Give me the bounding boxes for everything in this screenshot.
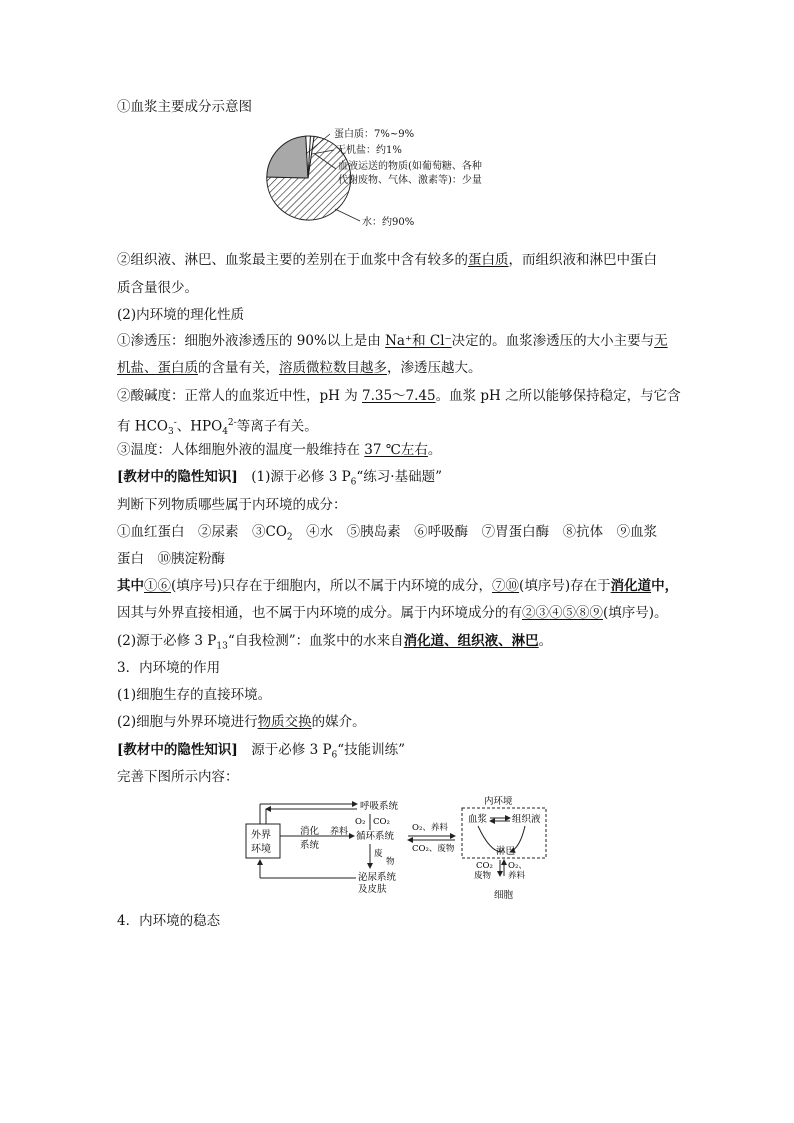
svg-text:废物: 废物 <box>474 871 492 881</box>
svg-text:组织液: 组织液 <box>512 814 541 825</box>
svg-text:淋巴: 淋巴 <box>496 846 516 857</box>
pie-slice-protein <box>267 136 308 178</box>
svg-text:CO₂: CO₂ <box>373 817 390 827</box>
pie-title: ①血浆主要成分示意图 <box>117 99 252 115</box>
svg-text:物: 物 <box>386 857 395 867</box>
svg-text:CO₂、废物: CO₂、废物 <box>412 844 455 854</box>
svg-text:血浆: 血浆 <box>468 814 488 825</box>
svg-text:O₂: O₂ <box>355 817 366 827</box>
answer-line1: 其中①⑥(填序号)只存在于细胞内，所以不属于内环境的成分，⑦⑩(填序号)存在于消化道中， <box>117 578 679 594</box>
internal-environment-diagram <box>240 796 560 902</box>
source-check-line: (2)源于必修 3 $P_{13}“$自我检测”：血浆中的水来自消化道、组织液、淋巴。 <box>117 633 553 652</box>
cell-label: 细胞 <box>494 890 514 901</box>
role-2: (2)细胞与外界环境进行物质交换的媒介。 <box>117 714 366 730</box>
svg-text:O₂、养料: O₂、养料 <box>412 823 448 833</box>
pie-label-protein: 蛋白质：7%~9% <box>334 129 415 140</box>
hidden-knowledge-2: [教材中的隐性知识] 源于必修 3 $P_6“$技能训练” <box>117 742 406 761</box>
judge-question: 判断下列物质哪些属于内环境的成分： <box>117 497 347 513</box>
pie-label-other-2: 代谢废物、气体、激素等)：少量 <box>338 175 482 186</box>
digest-label-2: 系统 <box>300 840 320 851</box>
svg-text:废: 废 <box>374 849 383 859</box>
para-difference-line1: ②组织液、淋巴、血浆最主要的差别在于血浆中含有较多的蛋白质，而组织液和淋巴中蛋白 <box>117 252 657 268</box>
inner-env-label: 内环境 <box>484 796 513 807</box>
para-difference-line2: 质含量很少。 <box>117 280 198 296</box>
physchem-title: (2)内环境的理化性质 <box>117 307 245 323</box>
section3-title: 3．内环境的作用 <box>117 660 221 676</box>
svg-text:养料: 养料 <box>508 871 526 881</box>
temperature-line: ③温度：人体细胞外液的温度一般维持在 37 ℃左右。 <box>117 442 442 458</box>
urinary-system-1: 泌尿系统 <box>358 872 397 883</box>
answer-line2: 因其与外界直接相通，也不属于内环境的成分。属于内环境成分的有②③④⑤⑧⑨(填序号)。 <box>117 605 668 621</box>
svg-text:CO₂: CO₂ <box>476 861 493 871</box>
circ-system: 循环系统 <box>356 831 395 842</box>
resp-system: 呼吸系统 <box>360 801 399 812</box>
pie-label-water: 水：约90% <box>362 217 415 228</box>
plasma-pie-figure <box>260 124 540 236</box>
osmotic-line1: ①渗透压：细胞外液渗透压的 90%以上是由 Na⁺和 Cl⁻决定的。血浆渗透压的大小主要与无 <box>117 333 668 349</box>
role-1: (1)细胞生存的直接环境。 <box>117 687 272 703</box>
svg-text:O₂、: O₂、 <box>508 861 527 871</box>
items-line2: 蛋白 ⑩胰淀粉酶 <box>117 551 225 567</box>
items-line1: ①血红蛋白 ②尿素 $③CO_2$ ④水 ⑤胰岛素 ⑥呼吸酶 ⑦胃蛋白酶 ⑧抗体 ⑨血浆 <box>117 524 658 543</box>
complete-task: 完善下图所示内容： <box>117 769 239 785</box>
urinary-system-2: 及皮肤 <box>358 884 387 895</box>
ph-line1: ②酸碱度：正常人的血浆近中性，pH 为 7.35～7.45。血浆 pH 之所以能够保持稳定，与它含 <box>117 388 681 404</box>
svg-text:环境: 环境 <box>251 844 271 855</box>
section4-title: 4．内环境的稳态 <box>117 913 221 929</box>
osmotic-line2: 机盐、蛋白质的含量有关，溶质微粒数目越多，渗透压越大。 <box>117 360 482 376</box>
hidden-knowledge-1: [教材中的隐性知识] (1)源于必修 3 $P_6“$练习·基础题” <box>117 469 443 488</box>
pie-label-salt: 无机盐：约1% <box>336 145 402 156</box>
svg-text:外界: 外界 <box>251 830 271 841</box>
pie-label-other-1: 血液运送的物质(如葡萄糖、各种 <box>338 161 482 172</box>
svg-text:养料: 养料 <box>330 827 349 837</box>
digest-label-1: 消化 <box>300 826 320 837</box>
ph-line2: 有 $HCO_3^-$、$HPO_4^{2-}$等离子有关。 <box>117 418 318 438</box>
